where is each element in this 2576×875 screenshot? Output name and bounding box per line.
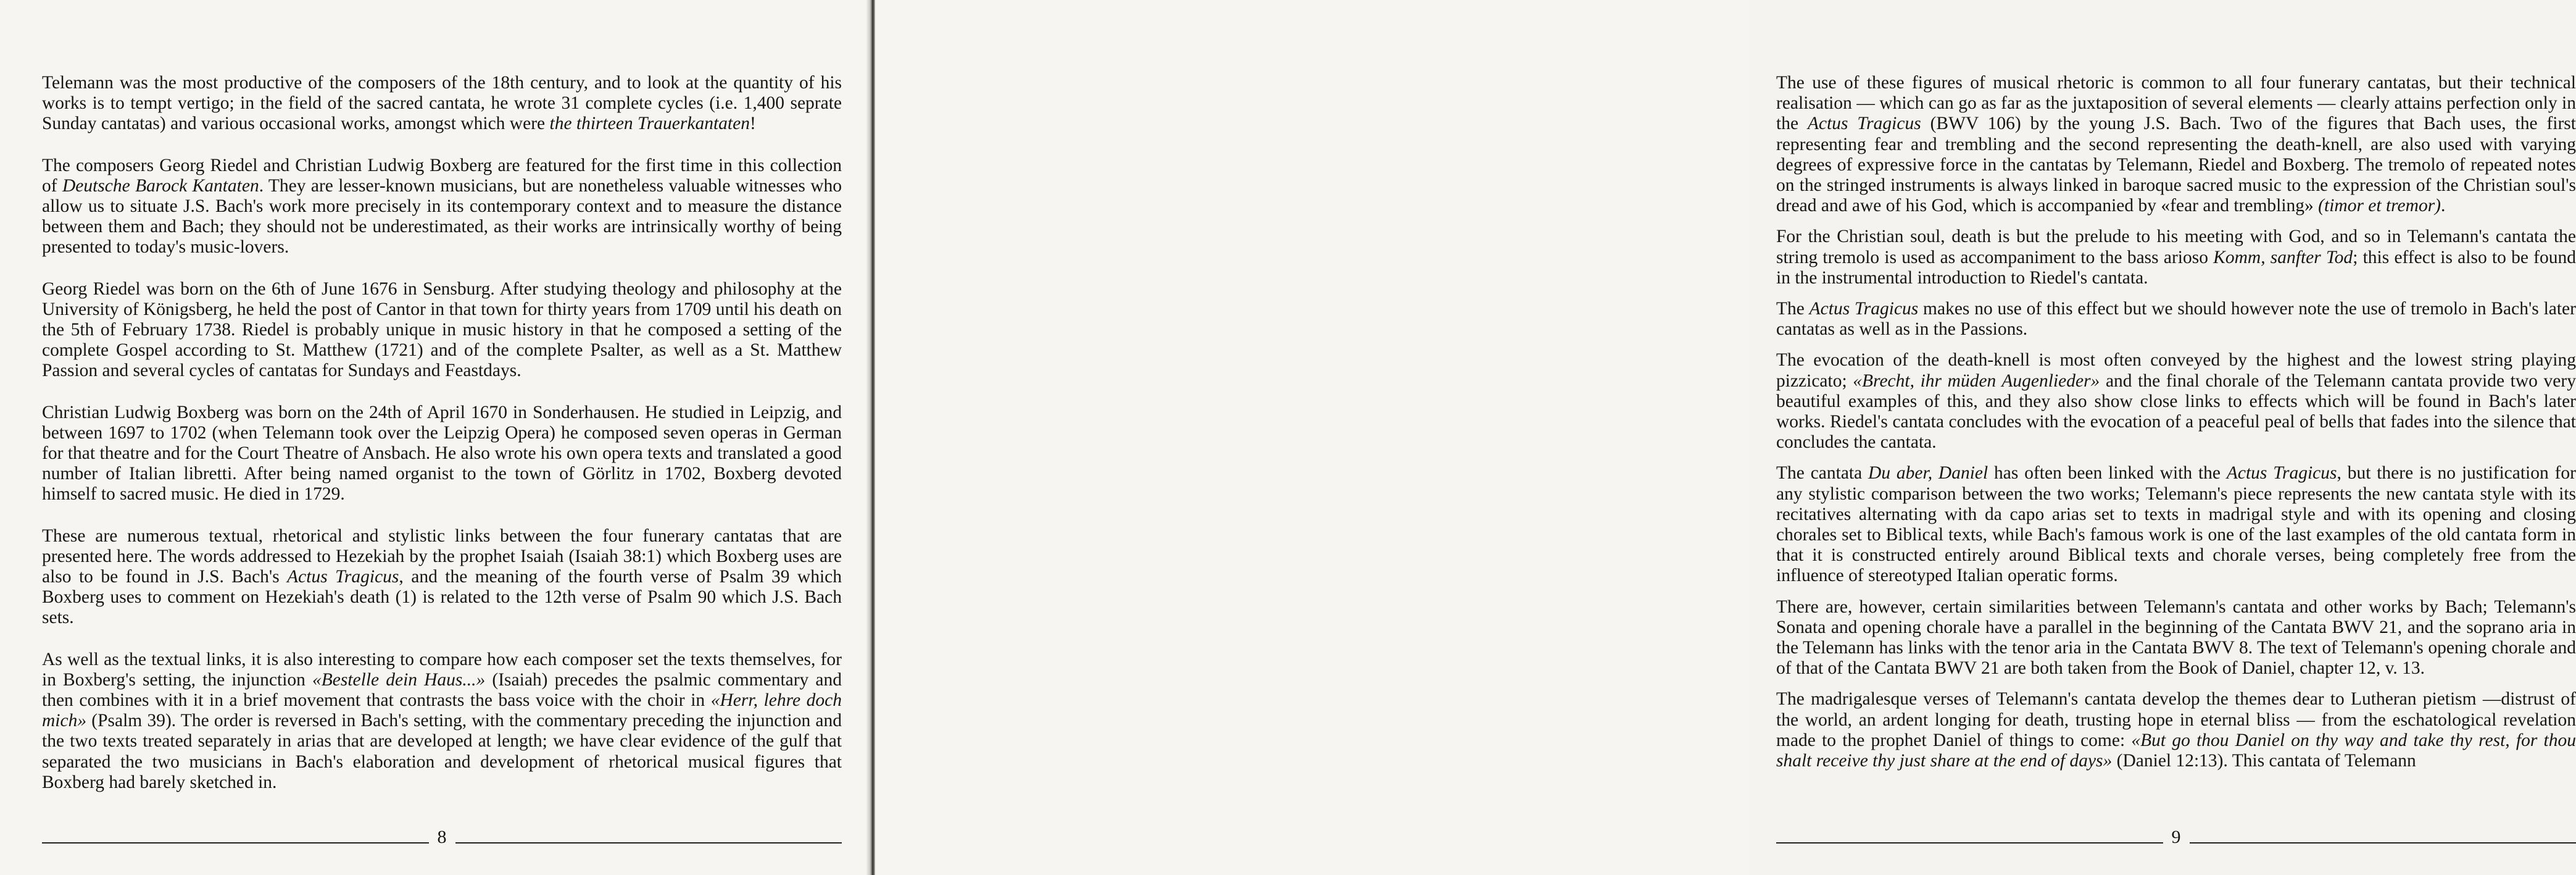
text-run: (Psalm 39). The order is reversed in Bach's setting, with the commentary preceding the injunction and the two texts treated separately in arias that are developed at length; we have clear evidence of the gulf that separated the two musicians in Bach's elaboration and development of rhetorical musical figures that Boxberg had barely sketched in. — [42, 711, 842, 792]
text-run: The — [1776, 299, 1809, 319]
text-run: and the final chorale of the Telemann cantata provide two very beautiful examples of this, and they also show close links to effects which will be found in Bach's later works. Riedel's cantata concludes with the evocation of a peaceful peal of bells that fades into the silence that concludes the cantata. — [1776, 371, 2576, 453]
footer-rule-right — [2190, 842, 2576, 844]
left-page-footer — [42, 825, 842, 850]
text-run: , but there is no justification for any stylistic comparison between the two works; Telemann's piece represents the new cantata style with its recitatives alternating with da capo arias set to texts in madrigal style and with its opening and closing chorales set to Biblical texts, while Bach's famous work is one of the last examples of the old cantata form in that it is constructed entirely around Biblical texts and chorale verses, being completely free from the influence of stereotyped Italian operatic forms. — [1776, 463, 2576, 586]
italic-title: (timor et tremor) — [2318, 196, 2441, 216]
italic-title: «Bestelle dein Haus...» — [312, 669, 486, 690]
paragraph — [1776, 299, 2576, 340]
text-run: These are numerous textual, rhetorical and stylistic links between the four funerary cantatas that are presented here. The words addressed to Hezekiah by the prophet Isaiah (Isaiah 38:1) which Boxberg uses are also to be found in J.S. Bach's — [42, 525, 842, 587]
text-run: has often been linked with the — [1988, 463, 2227, 484]
text-run: (Daniel 12:13). This cantata of Telemann — [2112, 751, 2416, 771]
italic-title: Actus Tragicus — [2226, 463, 2337, 484]
italic-title: the thirteen Trauerkantaten — [549, 114, 750, 134]
italic-title: «But go thou Daniel on thy way and take thy rest, for thou shalt receive thy just share at the end of days» — [1776, 730, 2576, 771]
right-page-footer — [1776, 825, 2576, 850]
italic-title: «Herr, lehre doch mich» — [42, 690, 842, 731]
text-run: The madrigalesque verses of Telemann's cantata develop the themes dear to Lutheran pietism —distrust of the world, an ardent longing for death, trusting hope in eternal bliss — from the eschatological revelation made to the prophet Daniel of things to come: — [1776, 689, 2576, 750]
text-run: . They are lesser-known musicians, but are nonetheless valuable witnesses who allow us to situate J.S. Bach's work more precisely in its contemporary context and to measure the distance between them and Bach; they should not be underestimated, as their works are intrinsically worthy of being presented to today's music-lovers. — [42, 175, 842, 257]
text-run: Telemann was the most productive of the composers of the 18th century, and to look at the quantity of his works is to tempt vertigo; in the field of the sacred cantata, he wrote 31 complete cycles (i.e. 1,400 seprate Sunday cantatas) and various occasional works, amongst which were — [42, 73, 842, 134]
text-run: ! — [749, 114, 756, 134]
italic-title: Actus Tragicus — [1809, 299, 1919, 319]
text-run: The composers Georg Riedel and Christian Ludwig Boxberg are featured for the first time in this collection of — [42, 155, 842, 196]
paragraph — [42, 279, 842, 382]
text-run: For the Christian soul, death is but the prelude to his meeting with God, and so in Telemann's cantata the string tremolo is used as accompaniment to the bass arioso — [1776, 227, 2576, 267]
paragraph — [42, 403, 842, 505]
paragraph — [1776, 73, 2576, 216]
text-run: . — [2441, 196, 2446, 216]
page-number: 9 — [2171, 827, 2181, 847]
footer-rule-left — [1776, 842, 2163, 844]
text-run: (BWV 106) by the young J.S. Bach. Two of the figures that Bach uses, the first representing fear and trembling and the second representing the death-knell, are also used with varying degrees of expressive force in the cantatas by Telemann, Riedel and Boxberg. The tremolo of repeated notes on the stringed instruments is always linked in baroque sacred music to the expression of the Christian soul's dread and awe of his God, which is accompanied by «fear and trembling» — [1776, 114, 2576, 216]
paragraph — [1776, 689, 2576, 771]
page-number: 8 — [437, 827, 447, 847]
text-run: Christian Ludwig Boxberg was born on the 24th of April 1670 in Sonderhausen. He studied in Leipzig, and between 1697 to 1702 (when Telemann took over the Leipzig Opera) he composed seven operas in German for that theatre and for the Court Theatre of Ansbach. He also wrote his own opera texts and translated a good number of Italian libretti. After being named organist to the town of Görlitz in 1702, Boxberg devoted himself to sacred music. He died in 1729. — [42, 402, 842, 504]
right-page-text — [1776, 73, 2576, 782]
paragraph — [42, 73, 842, 135]
italic-title: Du aber, Daniel — [1868, 463, 1988, 484]
italic-title: Komm, sanfter Tod — [2213, 247, 2353, 267]
italic-title: Actus Tragicus — [1807, 114, 1921, 134]
italic-title: «Brecht, ihr müden Augenlieder» — [1853, 371, 2100, 391]
text-run: The use of these figures of musical rhetoric is common to all four funerary cantatas, but their technical realisation — which can go as far as the juxtaposition of several elements — clearly attains perfection only in the — [1776, 73, 2576, 134]
italic-title: Deutsche Barock Kantaten — [62, 175, 259, 196]
paragraph — [1776, 350, 2576, 453]
text-run: makes no use of this effect but we should however note the use of tremolo in Bach's later cantatas as well as in the Passions. — [1776, 299, 2576, 340]
paragraph — [42, 650, 842, 793]
right-page — [875, 0, 2576, 875]
text-run: Georg Riedel was born on the 6th of June 1676 in Sensburg. After studying theology and philosophy at the University of Königsberg, he held the post of Cantor in that town for thirty years from 1709 until his death on the 5th of February 1738. Riedel is probably unique in music history in that he composed a setting of the complete Gospel according to St. Matthew (1721) and of the complete Psalter, as well as a St. Matthew Passion and several cycles of cantatas for Sundays and Feastdays. — [42, 278, 842, 381]
text-run: ; this effect is also to be found in the instrumental introduction to Riedel's cantata. — [1776, 247, 2576, 288]
footer-rule-right — [455, 842, 842, 844]
text-run: There are, however, certain similarities between Telemann's cantata and other works by Bach; Telemann's Sonata and opening chorale have a parallel in the beginning of the Cantata BWV 21, and the soprano aria in the Telemann has links with the tenor aria in the Cantata BWV 8. The text of Telemann's opening chorale and of that of the Cantata BWV 21 are both taken from the Book of Daniel, chapter 12, v. 13. — [1776, 597, 2576, 679]
text-run: (Isaiah) precedes the psalmic commentary and then combines with it in a brief movement that contrasts the bass voice with the choir in — [42, 669, 842, 711]
text-run: The evocation of the death-knell is most often conveyed by the highest and the lowest string playing pizzicato; — [1776, 350, 2576, 391]
paragraph — [42, 526, 842, 629]
left-page-text — [42, 73, 842, 814]
paragraph — [1776, 227, 2576, 288]
italic-title: Actus Tragicus — [287, 567, 399, 587]
left-page — [0, 0, 870, 875]
footer-rule-left — [42, 842, 429, 844]
text-run: As well as the textual links, it is also interesting to compare how each composer set the texts themselves, for in Boxberg's setting, the injunction — [42, 649, 842, 690]
text-run: The cantata — [1776, 463, 1869, 484]
paragraph — [1776, 463, 2576, 586]
paragraph — [1776, 597, 2576, 679]
text-run: , and the meaning of the fourth verse of Psalm 39 which Boxberg uses to comment on Hezekiah's death (1) is related to the 12th verse of Psalm 90 which J.S. Bach sets. — [42, 567, 842, 628]
paragraph — [42, 156, 842, 258]
